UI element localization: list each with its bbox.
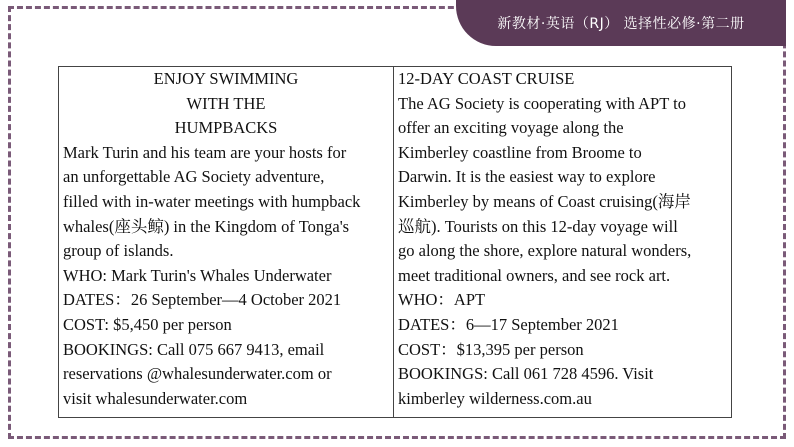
left-ad-bookings: reservations @whalesunderwater.com or — [63, 364, 332, 384]
left-ad-body-line: an unforgettable AG Society adventure, — [63, 167, 325, 187]
left-ad-column — [59, 67, 394, 417]
left-ad-who: WHO: Mark Turin's Whales Underwater — [63, 265, 332, 285]
right-ad-body-line: offer an exciting voyage along the — [398, 118, 624, 138]
left-ad-body-line: filled with in-water meetings with humpback — [63, 191, 361, 211]
left-ad-title-line: ENJOY SWIMMING — [153, 69, 299, 88]
right-ad-bookings: kimberley wilderness.com.au — [398, 388, 592, 408]
ads-table — [58, 66, 732, 418]
left-ad-body-line: group of islands. — [63, 241, 174, 261]
left-ad-body-line: Mark Turin and his team are your hosts for — [63, 142, 347, 162]
left-ad-title-line: HUMPBACKS — [174, 118, 278, 138]
right-ad-title: 12-DAY COAST CRUISE — [398, 69, 575, 88]
left-ad-dates: DATES：26 September—4 October 2021 — [63, 290, 342, 310]
frame-left-border — [8, 6, 11, 439]
right-ad-dates: DATES：6—17 September 2021 — [398, 314, 619, 334]
frame-right-border — [783, 6, 786, 439]
right-ad-who: WHO：APT — [398, 290, 486, 310]
right-ad-body-line: The AG Society is cooperating with APT to — [398, 93, 686, 113]
header-banner — [456, 0, 786, 46]
right-ad-bookings: BOOKINGS: Call 061 728 4596. Visit — [398, 364, 654, 384]
frame-bottom-border — [8, 436, 786, 439]
left-ad-body-line: whales(座头鲸) in the Kingdom of Tonga's — [63, 216, 350, 236]
header-title: 新教材·英语（RJ） 选择性必修·第二册 — [497, 16, 745, 32]
left-ad-cost: COST: $5,450 per person — [63, 314, 232, 334]
right-ad-cost: COST：$13,395 per person — [398, 339, 584, 359]
right-ad-body-line: Kimberley by means of Coast cruising(海岸 — [398, 191, 691, 211]
right-ad-body-line: go along the shore, explore natural wonders, — [398, 241, 692, 261]
right-ad-column — [394, 67, 731, 417]
right-ad-body-line: 巡航). Tourists on this 12-day voyage will — [398, 216, 678, 236]
right-ad-body-line: meet traditional owners, and see rock art. — [398, 265, 671, 285]
right-ad-body-line: Darwin. It is the easiest way to explore — [398, 167, 656, 187]
left-ad-bookings: BOOKINGS: Call 075 667 9413, email — [63, 339, 325, 359]
left-ad-title-line: WITH THE — [186, 93, 266, 113]
right-ad-body-line: Kimberley coastline from Broome to — [398, 142, 642, 162]
left-ad-bookings: visit whalesunderwater.com — [63, 388, 248, 408]
